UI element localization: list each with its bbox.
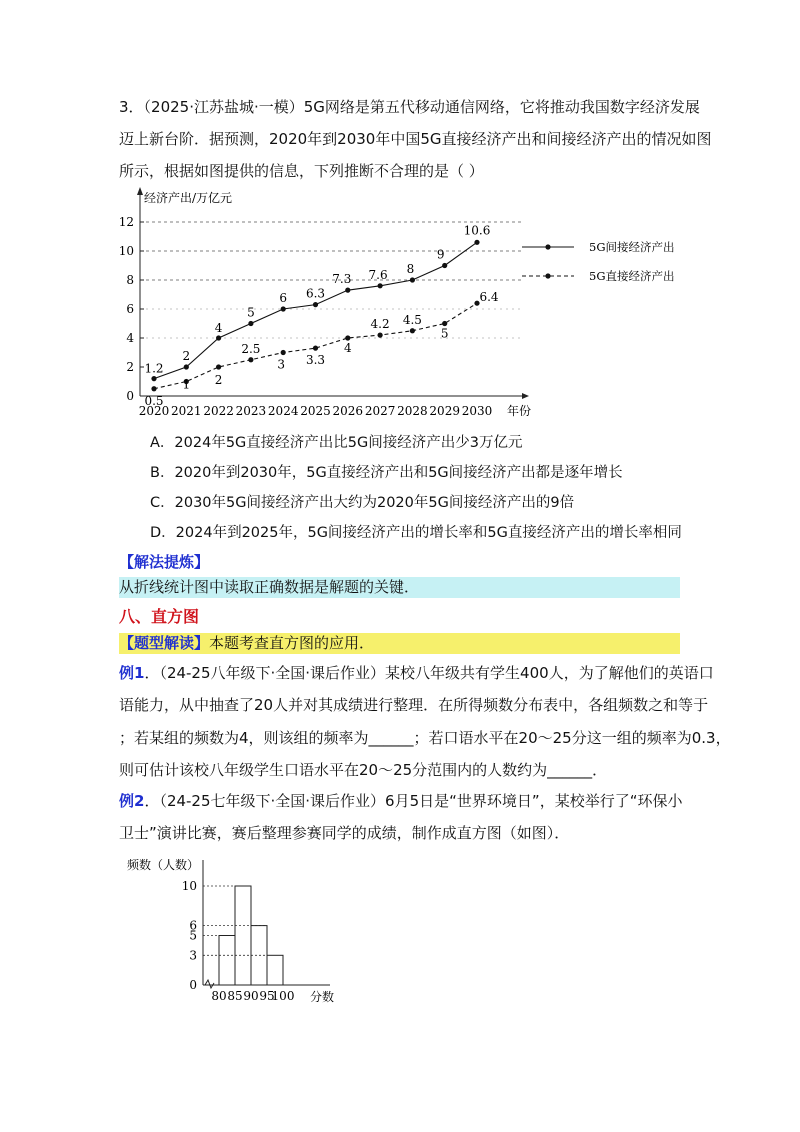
option-a: A．2024年5G直接经济产出比5G间接经济产出少3万亿元	[150, 435, 523, 451]
ex2-label: 例2	[119, 792, 145, 810]
data-label-s0-2024: 6	[279, 291, 288, 305]
data-point-s0-2025	[313, 302, 318, 307]
legend-label-1: 5G直接经济产出	[589, 269, 675, 283]
data-point-s0-2024	[281, 306, 286, 311]
data-point-s1-2026	[345, 335, 350, 340]
data-point-s1-2023	[248, 357, 253, 362]
data-point-s1-2024	[281, 350, 286, 355]
data-label-s1-2021: 1	[182, 377, 191, 392]
data-label-s1-2027: 4.2	[370, 317, 390, 332]
data-label-s0-2020: 1.2	[144, 361, 164, 376]
option-d: D．2024年到2025年，5G间接经济产出的增长率和5G直接经济产出的增长率相同	[150, 525, 682, 541]
data-label-s1-2028: 4.5	[402, 312, 422, 327]
method-text: 从折线统计图中读取正确数据是解题的关键．	[119, 578, 420, 596]
data-point-s0-2023	[248, 321, 253, 326]
y-tick-label-0: 0	[126, 389, 134, 403]
data-label-s1-2022: 2	[214, 373, 223, 387]
x-tick-label-2024: 2024	[267, 404, 299, 418]
x-tick-label-80: 80	[211, 989, 227, 1003]
q3-line-3: 所示，根据如图提供的信息，下列推断不合理的是（ ）	[119, 162, 484, 180]
x-tick-label-2030: 2030	[461, 404, 493, 418]
x-tick-label-2025: 2025	[300, 404, 331, 418]
x-axis-label: 分数	[310, 990, 335, 1004]
section-title: 八、直方图	[119, 607, 200, 626]
x-tick-label-2021: 2021	[171, 404, 202, 418]
y-axis-label: 经济产出/万亿元	[144, 191, 233, 205]
data-label-s0-2029: 9	[436, 247, 445, 262]
histogram-bar-85-90	[235, 886, 251, 985]
data-point-s0-2020	[151, 376, 156, 381]
data-label-s1-2030: 6.4	[479, 290, 499, 305]
data-point-s1-2029	[442, 321, 447, 326]
y-tick-label-6: 6	[126, 302, 134, 316]
q3-line-2: 迈上新台阶．据预测，2020年到2030年中国5G直接经济产出和间接经济产出的情况如图	[119, 130, 712, 148]
x-tick-label-100: 100	[271, 989, 295, 1003]
data-point-s0-2022	[216, 335, 221, 340]
data-label-s1-2025: 3.3	[305, 353, 326, 368]
ex1-text-1: ．（24-25八年级下·全国·课后作业）某校八年级共有学生400人，为了解他们的英语口	[144, 664, 714, 682]
x-tick-label-2027: 2027	[364, 404, 396, 418]
data-point-s1-2020	[151, 386, 156, 391]
tag-label: 【题型解读】	[119, 634, 210, 652]
ex2-line-1	[119, 790, 682, 811]
histogram-bar-80-85	[219, 936, 235, 986]
x-tick-label-2020: 2020	[138, 404, 170, 418]
data-label-s0-2021: 2	[182, 349, 191, 363]
y-axis-arrow	[137, 187, 143, 195]
x-axis-label: 年份	[507, 404, 532, 418]
option-c: C．2030年5G间接经济产出大约为2020年5G间接经济产出的9倍	[150, 495, 575, 511]
histogram-bar-95-100	[267, 955, 283, 985]
y-tick-label-12: 12	[118, 215, 134, 229]
ex1-line-4: 则可估计该校八年级学生口语水平在20～25分范围内的人数约为______．	[119, 761, 608, 779]
y-tick-label-10: 10	[118, 244, 134, 258]
data-point-s0-2027	[378, 283, 383, 288]
x-axis-arrow	[522, 393, 529, 399]
ex1-line-1	[119, 662, 714, 683]
y-tick-label-0: 0	[189, 978, 197, 992]
data-label-s0-2023: 5	[247, 305, 255, 320]
ex2-line-2: 卫士”演讲比赛，赛后整理参赛同学的成绩，制作成直方图（如图）．	[119, 824, 570, 842]
y-tick-label-3: 3	[189, 948, 197, 963]
x-tick-label-95: 95	[259, 989, 275, 1003]
x-tick-label-2023: 2023	[235, 404, 267, 418]
x-tick-label-85: 85	[227, 989, 243, 1003]
y-tick-label-4: 4	[126, 331, 134, 345]
data-point-s1-2025	[313, 346, 318, 351]
y-tick-label-10: 10	[181, 879, 197, 893]
data-label-s1-2029: 5	[440, 326, 449, 341]
legend-label-0: 5G间接经济产出	[589, 240, 675, 254]
y-tick-label-8: 8	[126, 273, 134, 287]
y-tick-label-5: 5	[189, 928, 197, 943]
y-axis-label: 频数（人数）	[127, 858, 200, 872]
data-label-s0-2027: 7.6	[368, 267, 388, 282]
data-point-s0-2028	[410, 277, 415, 282]
q3-line-1: 3．（2025·江苏盐城·一模）5G网络是第五代移动通信网络，它将推动我国数字经济发展	[119, 98, 700, 116]
data-label-s1-2023: 2.5	[241, 341, 261, 356]
x-tick-label-2029: 2029	[429, 404, 460, 418]
x-tick-label-2026: 2026	[332, 404, 364, 418]
data-label-s1-2026: 4	[343, 341, 352, 355]
data-point-s1-2027	[378, 333, 383, 338]
data-point-s0-2030	[474, 240, 479, 245]
data-point-s0-2029	[442, 263, 447, 268]
histogram-chart	[125, 852, 365, 1008]
data-label-s0-2030: 10.6	[463, 223, 491, 238]
data-point-s1-2028	[410, 328, 415, 333]
data-label-s0-2022: 4	[214, 321, 223, 335]
legend-marker-1	[545, 273, 550, 278]
data-label-s1-2020: 0.5	[144, 393, 164, 408]
ex1-line-2: 语能力，从中抽查了20人并对其成绩进行整理．在所得频数分布表中，各组频数之和等于	[119, 696, 709, 714]
data-label-s0-2026: 7.3	[332, 272, 352, 287]
data-label-s0-2025: 6.3	[305, 286, 326, 301]
tag-line	[119, 633, 374, 654]
data-label-s1-2024: 3	[277, 357, 286, 372]
ex2-text-1: ．（24-25七年级下·全国·课后作业）6月5日是“世界环境日”，某校举行了“环保小	[144, 792, 683, 810]
ex1-line-3: ；若某组的频数为4，则该组的频率为______；若口语水平在20～25分这一组的频率为0.3，	[119, 729, 731, 747]
tag-text: 本题考查直方图的应用．	[209, 634, 375, 652]
method-title: 【解法提炼】	[119, 553, 210, 571]
data-point-s0-2026	[345, 288, 350, 293]
data-point-s0-2021	[184, 364, 189, 369]
y-tick-label-6: 6	[189, 918, 197, 933]
x-tick-label-2022: 2022	[203, 404, 234, 418]
y-tick-label-2: 2	[126, 360, 134, 374]
ex1-label: 例1	[119, 664, 145, 682]
legend-marker-0	[545, 244, 550, 249]
x-tick-label-90: 90	[243, 989, 259, 1003]
x-tick-label-2028: 2028	[397, 404, 428, 418]
option-b: B．2020年到2030年，5G直接经济产出和5G间接经济产出都是逐年增长	[150, 465, 623, 481]
axis-break-icon	[205, 980, 214, 988]
line-chart	[112, 185, 692, 421]
data-label-s0-2028: 8	[406, 262, 415, 276]
data-point-s1-2022	[216, 364, 221, 369]
